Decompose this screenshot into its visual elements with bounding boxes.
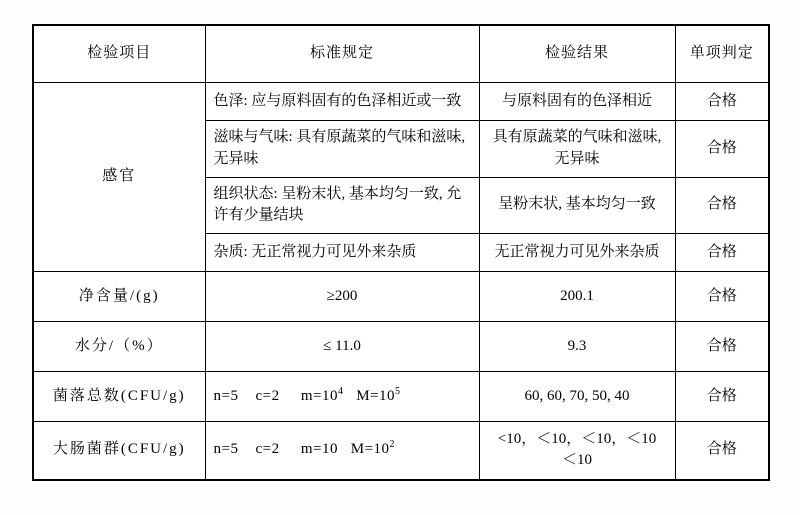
coliform-standard bbox=[205, 422, 479, 480]
sensory-standard-texture: 组织状态: 呈粉末状, 基本均匀一致, 允许有少量结块 bbox=[205, 177, 479, 234]
coliform-m-value: m=10 bbox=[300, 441, 338, 458]
table-row bbox=[33, 322, 769, 372]
moisture-verdict: 合格 bbox=[675, 322, 769, 372]
coliform-result bbox=[479, 422, 675, 480]
tpc-M-exponent: 5 bbox=[395, 385, 401, 397]
coliform-n-value: n=5 bbox=[213, 441, 239, 458]
tpc-c-value: c=2 bbox=[255, 387, 280, 404]
coliform-M-exponent: 2 bbox=[389, 439, 396, 451]
row-label-total-plate-count: 菌落总数(CFU/g) bbox=[33, 372, 205, 422]
net-content-standard: ≥200 bbox=[205, 272, 479, 322]
header-cell-standard: 标准规定 bbox=[205, 25, 479, 83]
row-label-sensory: 感官 bbox=[33, 83, 205, 272]
sensory-standard-taste: 滋味与气味: 具有原蔬菜的气味和滋味, 无异味 bbox=[205, 121, 479, 178]
tpc-M-value: M=10 bbox=[356, 387, 396, 404]
sensory-result-impurity: 无正常视力可见外来杂质 bbox=[479, 234, 675, 272]
total-plate-count-result: 60, 60, 70, 50, 40 bbox=[479, 372, 675, 422]
coliform-M-value: M=10 bbox=[350, 441, 390, 458]
inspection-report-table-wrapper bbox=[32, 24, 768, 481]
header-cell-verdict: 单项判定 bbox=[675, 25, 769, 83]
sensory-verdict-taste: 合格 bbox=[675, 121, 769, 178]
moisture-result: 9.3 bbox=[479, 322, 675, 372]
tpc-n-value: n=5 bbox=[213, 387, 239, 404]
row-label-moisture: 水分/（%） bbox=[33, 322, 205, 372]
coliform-result-line1: <10，＜10，＜10，＜10 bbox=[497, 430, 657, 447]
sensory-result-color: 与原料固有的色泽相近 bbox=[479, 83, 675, 121]
table-row bbox=[33, 272, 769, 322]
total-plate-count-standard bbox=[205, 372, 479, 422]
coliform-c-value: c=2 bbox=[255, 441, 280, 458]
table-row bbox=[33, 372, 769, 422]
header-cell-result: 检验结果 bbox=[479, 25, 675, 83]
sensory-standard-color: 色泽: 应与原料固有的色泽相近或一致 bbox=[205, 83, 479, 121]
table-row bbox=[33, 83, 769, 121]
sensory-result-taste: 具有原蔬菜的气味和滋味, 无异味 bbox=[479, 121, 675, 178]
sensory-standard-impurity: 杂质: 无正常视力可见外来杂质 bbox=[205, 234, 479, 272]
net-content-verdict: 合格 bbox=[675, 272, 769, 322]
header-cell-item: 检验项目 bbox=[33, 25, 205, 83]
sensory-verdict-color: 合格 bbox=[675, 83, 769, 121]
coliform-verdict: 合格 bbox=[675, 422, 769, 480]
sensory-result-texture: 呈粉末状, 基本均匀一致 bbox=[479, 177, 675, 234]
coliform-result-line2: ＜10 bbox=[561, 452, 592, 469]
sensory-verdict-impurity: 合格 bbox=[675, 234, 769, 272]
tpc-m-exponent: 4 bbox=[337, 385, 344, 397]
tpc-m-value: m=10 bbox=[300, 387, 338, 404]
inspection-report-table bbox=[32, 24, 770, 481]
table-header-row bbox=[33, 25, 769, 83]
total-plate-count-verdict: 合格 bbox=[675, 372, 769, 422]
net-content-result: 200.1 bbox=[479, 272, 675, 322]
row-label-net-content: 净含量/(g) bbox=[33, 272, 205, 322]
row-label-coliform: 大肠菌群(CFU/g) bbox=[33, 422, 205, 480]
table-row bbox=[33, 422, 769, 480]
moisture-standard: ≤ 11.0 bbox=[205, 322, 479, 372]
sensory-verdict-texture: 合格 bbox=[675, 177, 769, 234]
